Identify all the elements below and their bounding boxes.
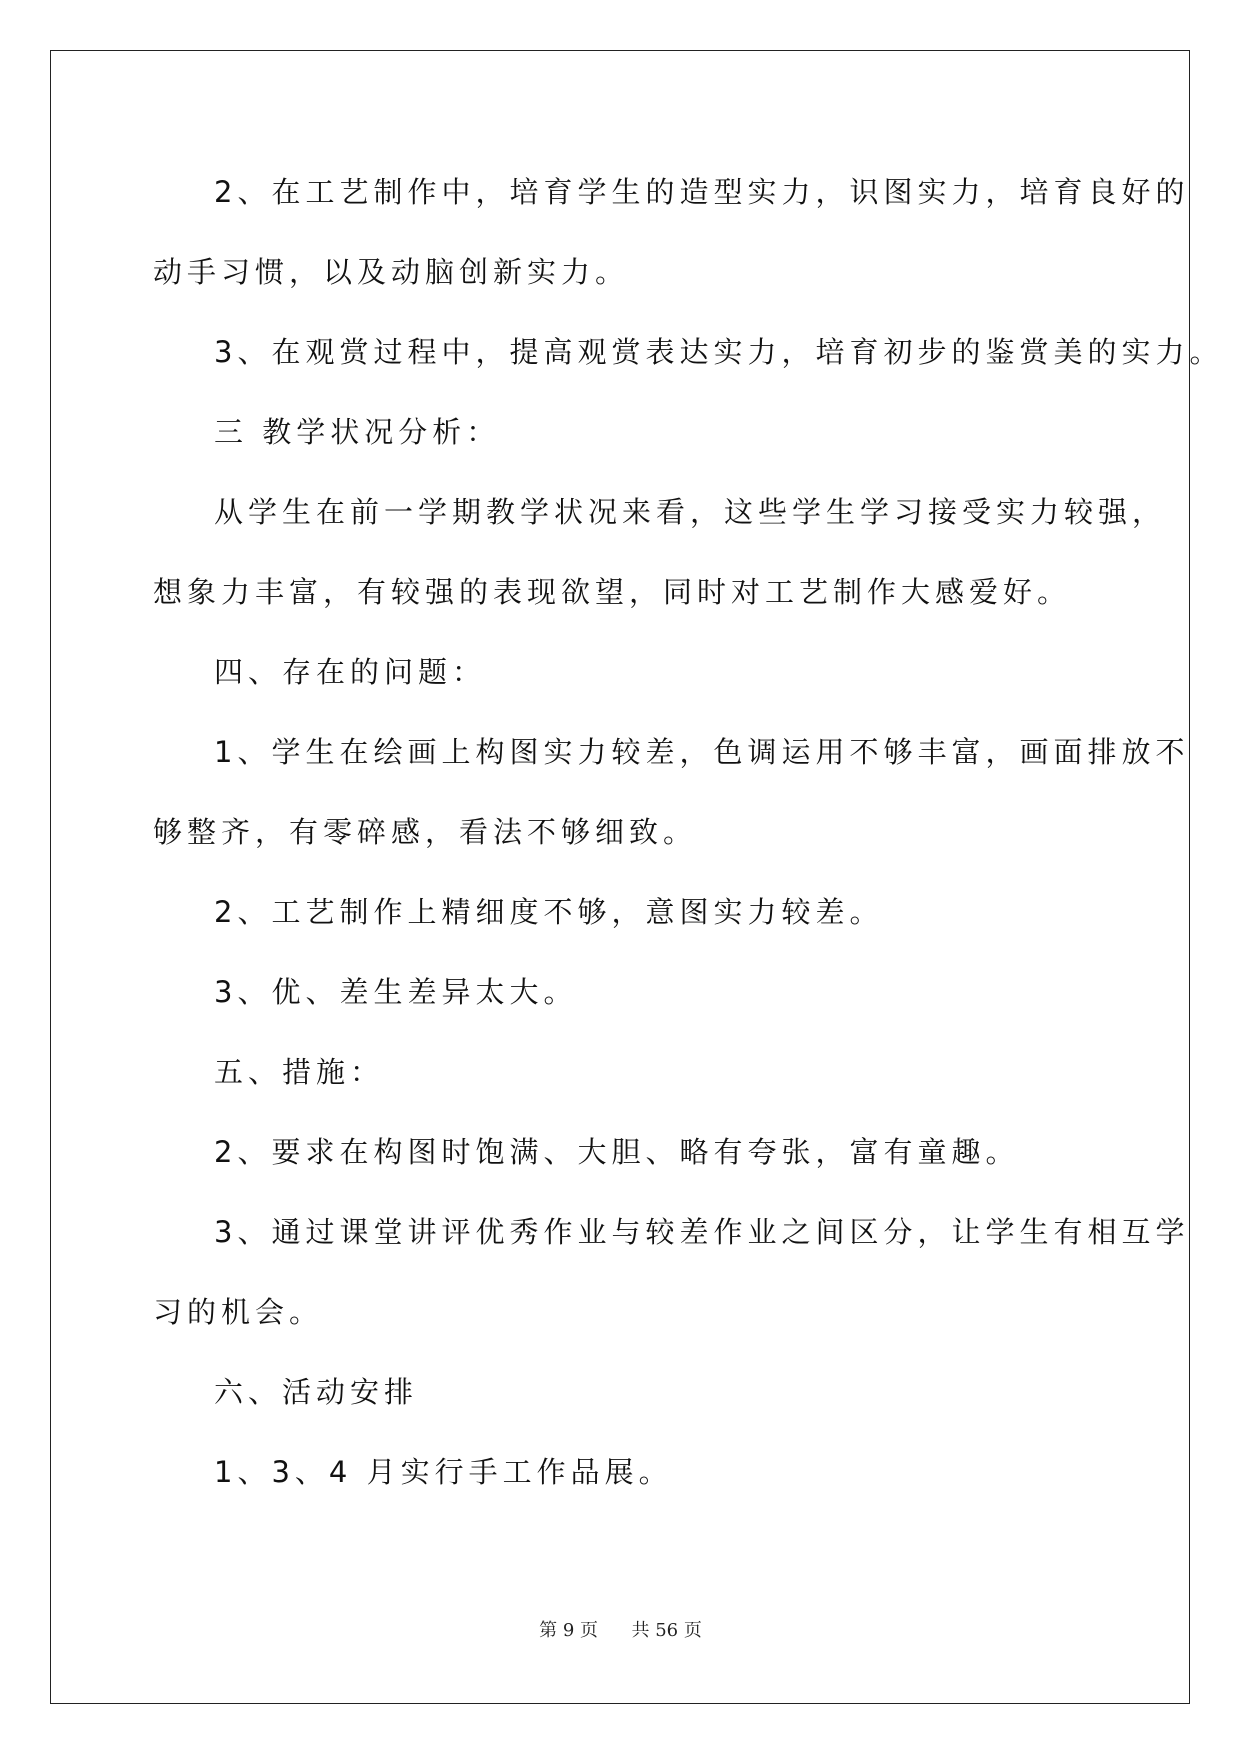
page-footer [0, 1616, 1241, 1642]
section-heading-3: 三 教学状况分析： [214, 415, 501, 449]
body-line-10: 2、工艺制作上精细度不够，意图实力较差。 [214, 895, 884, 929]
body-line-5: 从学生在前一学期教学状况来看，这些学生学习接受实力较强， [214, 495, 1167, 529]
body-line-11: 3、优、差生差异太大。 [214, 975, 578, 1009]
page-total: 共 56 页 [631, 1620, 702, 1641]
body-line-6: 想象力丰富，有较强的表现欲望，同时对工艺制作大感爱好。 [153, 575, 1072, 609]
page-number: 第 9 页 [539, 1620, 599, 1641]
body-line-17: 1、3、4 月实行手工作品展。 [214, 1455, 673, 1489]
section-heading-4: 四、存在的问题： [214, 655, 487, 689]
body-line-13: 2、要求在构图时饱满、大胆、略有夸张，富有童趣。 [214, 1135, 1020, 1169]
body-line-15: 习的机会。 [153, 1295, 324, 1329]
body-line-3: 3、在观赏过程中，提高观赏表达实力，培育初步的鉴赏美的实力。 [214, 335, 1224, 369]
section-heading-6: 六、活动安排 [214, 1375, 419, 1409]
section-heading-5: 五、措施： [214, 1055, 385, 1089]
body-line-9: 够整齐，有零碎感，看法不够细致。 [153, 815, 698, 849]
body-line-1: 2、在工艺制作中，培育学生的造型实力，识图实力，培育良好的 [214, 175, 1190, 209]
body-line-2: 动手习惯，以及动脑创新实力。 [153, 255, 630, 289]
body-line-8: 1、学生在绘画上构图实力较差，色调运用不够丰富，画面排放不 [214, 735, 1190, 769]
body-line-14: 3、通过课堂讲评优秀作业与较差作业之间区分，让学生有相互学 [214, 1215, 1190, 1249]
